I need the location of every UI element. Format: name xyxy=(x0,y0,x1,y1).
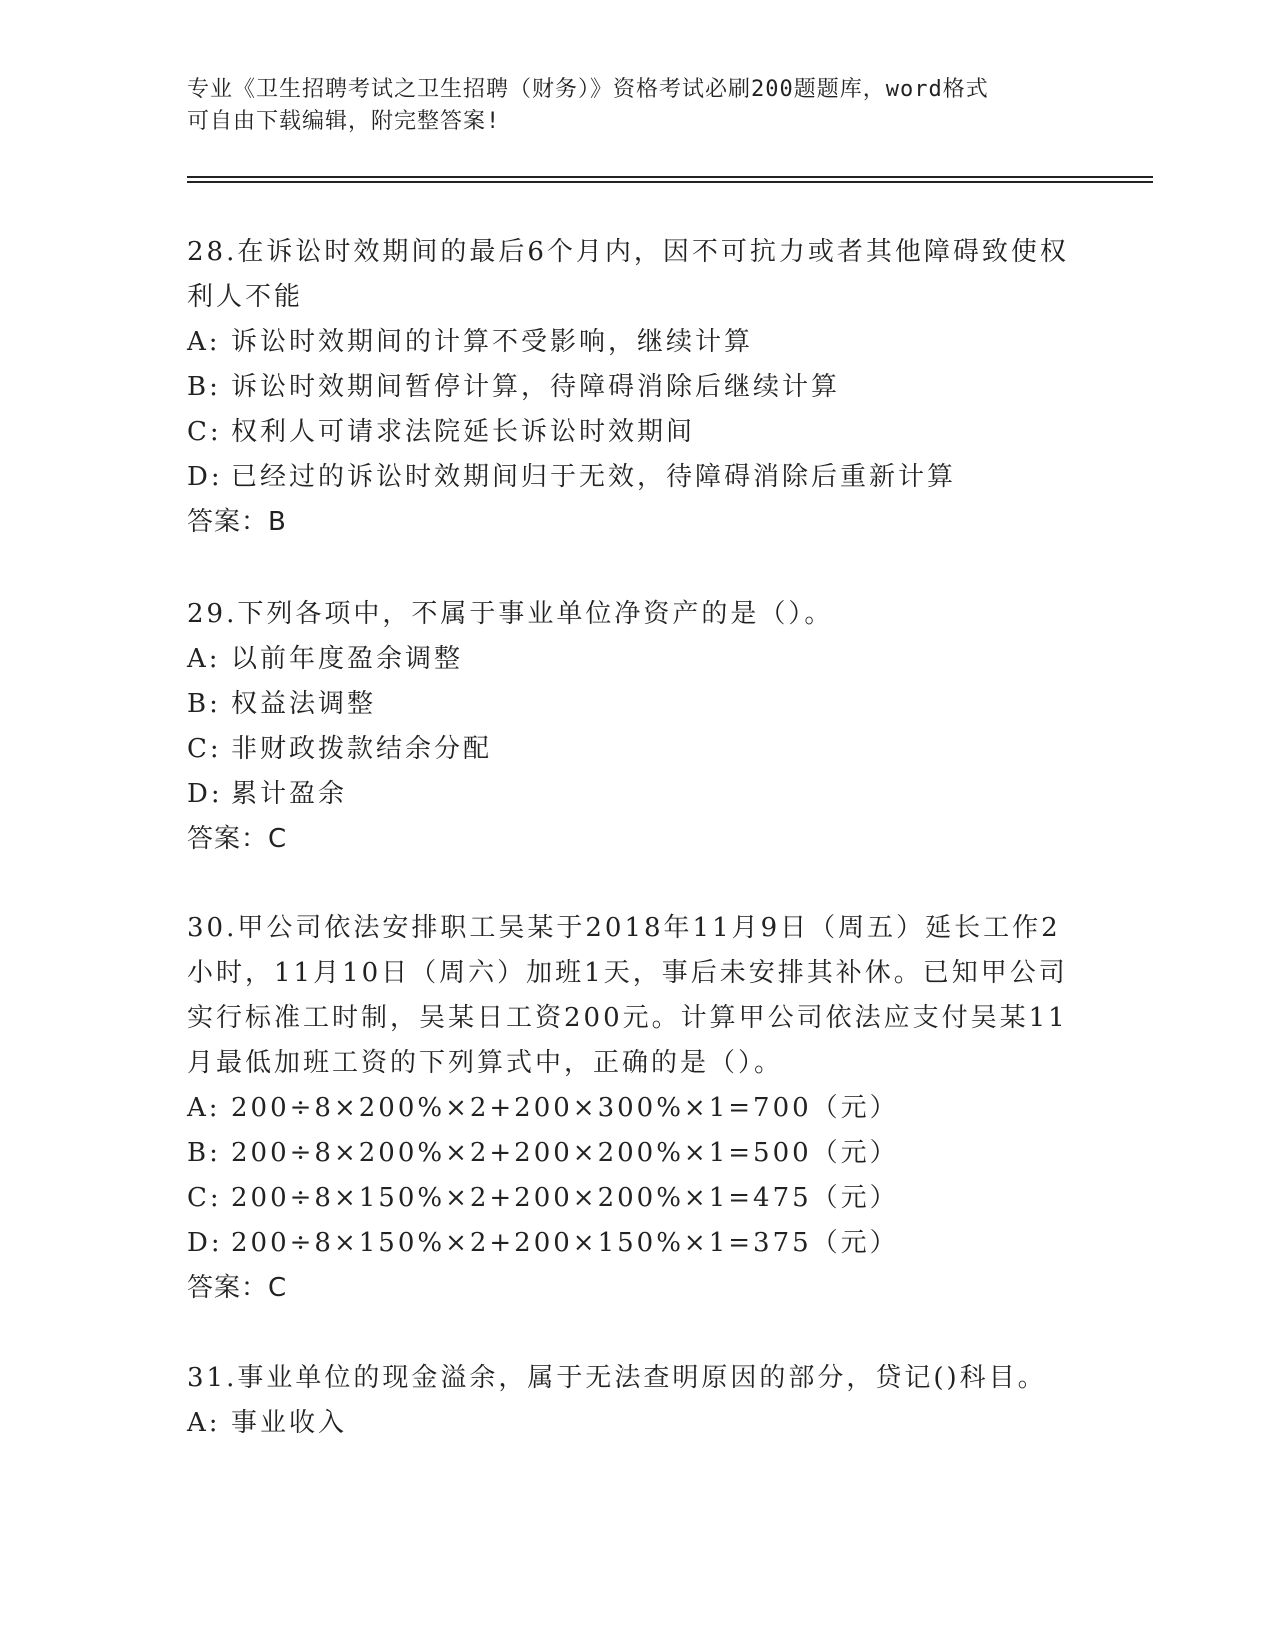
option-text: 事业收入 xyxy=(231,1408,348,1438)
answer-label: 答案：B xyxy=(187,507,287,537)
option-letter: D: xyxy=(187,462,223,492)
question-31 xyxy=(187,1356,1087,1446)
option-letter: B: xyxy=(187,1138,221,1168)
option-c xyxy=(187,410,1087,455)
option-text: 权益法调整 xyxy=(231,689,377,719)
option-text: 200÷8×200%×2+200×300%×1=700（元） xyxy=(231,1093,899,1123)
option-a xyxy=(187,320,1087,365)
answer-label: 答案：C xyxy=(187,1273,288,1303)
option-d xyxy=(187,455,1087,500)
header-line-1: 专业《卫生招聘考试之卫生招聘（财务）》资格考试必刷200题题库，word格式 xyxy=(187,77,989,102)
question-stem: 下列各项中，不属于事业单位净资产的是（）。 xyxy=(237,599,834,629)
option-a xyxy=(187,637,1087,682)
option-text: 200÷8×150%×2+200×200%×1=475（元） xyxy=(231,1183,899,1213)
question-text xyxy=(187,230,1087,320)
option-text: 诉讼时效期间暂停计算，待障碍消除后继续计算 xyxy=(231,372,841,402)
header-line-2: 可自由下载编辑，附完整答案! xyxy=(187,109,501,134)
question-28 xyxy=(187,230,1087,545)
option-letter: C: xyxy=(187,417,222,447)
question-stem: 事业单位的现金溢余，属于无法查明原因的部分，贷记()科目。 xyxy=(237,1363,1047,1393)
document-header xyxy=(187,74,1067,138)
option-text: 非财政拨款结余分配 xyxy=(231,734,493,764)
question-number: 29. xyxy=(187,599,238,629)
question-stem: 在诉讼时效期间的最后6个月内，因不可抗力或者其他障碍致使权利人不能 xyxy=(187,237,1069,312)
option-letter: D: xyxy=(187,1228,223,1258)
question-stem: 甲公司依法安排职工吴某于2018年11月9日（周五）延长工作2小时，11月10日（周六）加班1天，事后未安排其补休。已知甲公司实行标准工时制，吴某日工资200元。计算甲公司依法应支付吴某11月最低加班工资的下列算式中，正确的是（）。 xyxy=(187,913,1068,1078)
question-29 xyxy=(187,592,1087,862)
question-number: 30. xyxy=(187,913,238,943)
option-letter: A: xyxy=(187,327,221,357)
option-text: 累计盈余 xyxy=(231,779,348,809)
question-text xyxy=(187,906,1087,1086)
option-a xyxy=(187,1086,1087,1131)
option-c xyxy=(187,1176,1087,1221)
option-d xyxy=(187,772,1087,817)
question-30 xyxy=(187,906,1087,1311)
option-text: 诉讼时效期间的计算不受影响，继续计算 xyxy=(231,327,754,357)
option-letter: C: xyxy=(187,1183,222,1213)
question-number: 28. xyxy=(187,237,238,267)
option-letter: B: xyxy=(187,372,221,402)
question-text xyxy=(187,592,1087,637)
question-text xyxy=(187,1356,1087,1401)
option-letter: D: xyxy=(187,779,223,809)
option-text: 以前年度盈余调整 xyxy=(231,644,464,674)
option-d xyxy=(187,1221,1087,1266)
option-a xyxy=(187,1401,1087,1446)
option-letter: A: xyxy=(187,1408,221,1438)
option-b xyxy=(187,682,1087,727)
option-b xyxy=(187,365,1087,410)
option-letter: C: xyxy=(187,734,222,764)
option-letter: A: xyxy=(187,644,221,674)
option-text: 200÷8×200%×2+200×200%×1=500（元） xyxy=(231,1138,899,1168)
option-letter: A: xyxy=(187,1093,221,1123)
answer-label: 答案：C xyxy=(187,824,288,854)
option-text: 200÷8×150%×2+200×150%×1=375（元） xyxy=(231,1228,899,1258)
option-b xyxy=(187,1131,1087,1176)
option-text: 权利人可请求法院延长诉讼时效期间 xyxy=(231,417,696,447)
option-text: 已经过的诉讼时效期间归于无效，待障碍消除后重新计算 xyxy=(231,462,957,492)
header-divider xyxy=(187,176,1153,183)
option-c xyxy=(187,727,1087,772)
option-letter: B: xyxy=(187,689,221,719)
question-number: 31. xyxy=(187,1363,238,1393)
